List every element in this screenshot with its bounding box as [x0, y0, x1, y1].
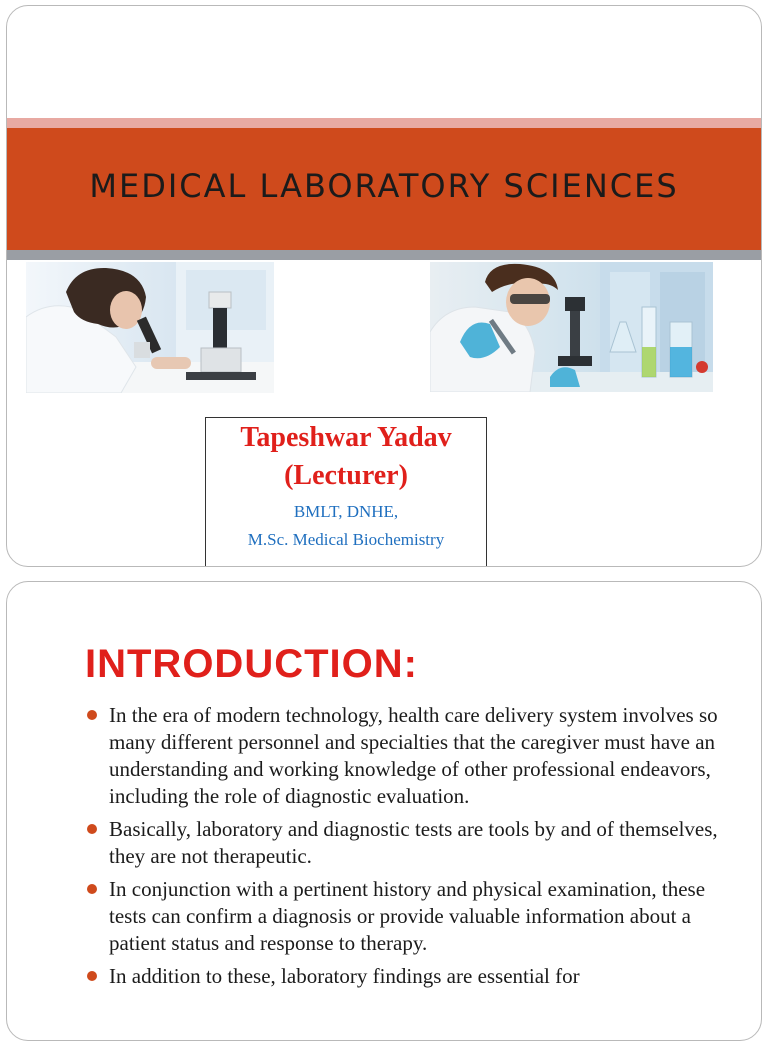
bullet-dot-icon	[87, 710, 97, 720]
bullet-text: In addition to these, laboratory findings are essential for	[109, 964, 580, 988]
author-info-box	[205, 417, 487, 567]
bullet-dot-icon	[87, 884, 97, 894]
bullet-dot-icon	[87, 971, 97, 981]
slide-title: MEDICAL LABORATORY SCIENCES	[89, 167, 679, 205]
author-qualifications: BMLT, DNHE,	[293, 502, 399, 521]
author-name: Tapeshwar Yadav	[240, 422, 452, 453]
bullet-dot-icon	[87, 824, 97, 834]
introduction-slide	[6, 581, 762, 1041]
bullet-text: Basically, laboratory and diagnostic tests are tools by and of themselves, they are not therapeutic.	[109, 817, 718, 868]
author-role: (Lecturer)	[284, 460, 408, 491]
introduction-heading: INTRODUCTION:	[85, 642, 418, 686]
lab-technician-microscope-photo	[26, 262, 274, 393]
gray-accent-band	[7, 250, 761, 260]
bullet-list	[85, 702, 735, 996]
bullet-text: In the era of modern technology, health care delivery system involves so many different personnel and specialties that the caregiver must have an understanding and working knowledge of other professional endeavors, including the role of diagnostic evaluation.	[109, 703, 718, 808]
list-item	[85, 876, 735, 957]
bullet-text: In conjunction with a pertinent history and physical examination, these tests can confirm a diagnosis or provide valuable information about a patient status and response to therapy.	[109, 877, 706, 955]
pink-accent-band	[7, 118, 761, 128]
scientist-pipette-lab-photo	[430, 262, 713, 392]
list-item	[85, 963, 735, 990]
list-item	[85, 702, 735, 810]
author-degree: M.Sc. Medical Biochemistry	[247, 530, 445, 549]
title-band	[7, 128, 761, 250]
list-item	[85, 816, 735, 870]
title-slide	[6, 5, 762, 567]
